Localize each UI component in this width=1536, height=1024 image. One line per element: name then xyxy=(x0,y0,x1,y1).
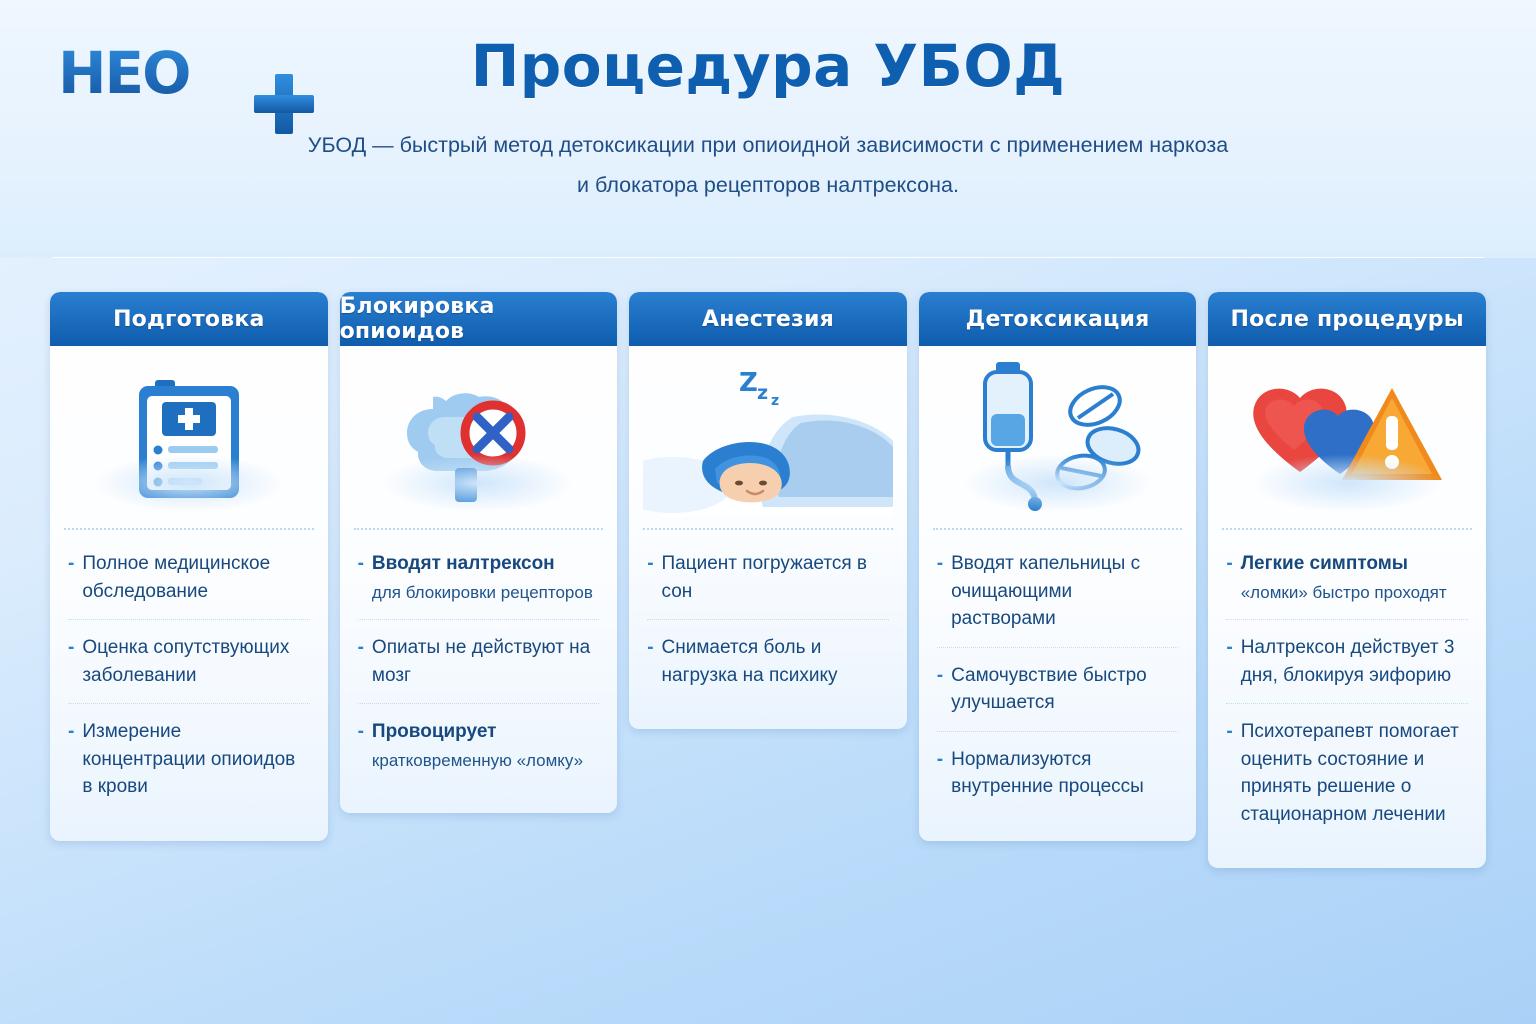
step-title: Анестезия xyxy=(701,306,834,332)
dash-bullet-icon: - xyxy=(68,637,75,659)
bullet-text xyxy=(372,718,599,773)
step-card-opioid-blocking[interactable] xyxy=(340,292,618,813)
list-item xyxy=(68,550,310,619)
dash-bullet-icon: - xyxy=(68,721,75,743)
subtitle-line-1: УБОД — быстрый метод детоксикации при опиоидной зависимости с применением наркоза xyxy=(307,133,1229,157)
step-bullets xyxy=(50,530,328,841)
step-card-header xyxy=(629,292,907,346)
sleeping-patient-icon xyxy=(629,346,907,528)
step-card-header xyxy=(1208,292,1486,346)
bullet-text: Полное медицинское обследование xyxy=(82,553,271,602)
list-item xyxy=(68,619,310,703)
svg-text:z: z xyxy=(770,393,780,409)
bullet-text: Опиаты не действуют на мозг xyxy=(371,637,591,686)
step-card-header xyxy=(50,292,328,346)
dash-bullet-icon: - xyxy=(1226,721,1233,743)
sleeping-patient-glyph xyxy=(643,357,893,517)
logo-wordmark: HEO xyxy=(58,39,190,107)
bullet-text: Пациент погружается в сон xyxy=(661,553,867,602)
logo[interactable] xyxy=(58,38,298,108)
header-divider xyxy=(52,257,1484,258)
icon-shadow xyxy=(94,454,284,512)
dash-bullet-icon: - xyxy=(357,553,364,574)
bullet-text: Снимается боль и нагрузка на психику xyxy=(661,637,838,686)
step-card-after-procedure[interactable] xyxy=(1208,292,1486,868)
step-bullets xyxy=(919,530,1197,841)
steps-row xyxy=(50,292,1486,868)
step-bullets xyxy=(1208,530,1486,868)
icon-shadow xyxy=(1252,454,1442,512)
page-title: Процедура УБОД xyxy=(470,32,1066,100)
dash-bullet-icon: - xyxy=(357,637,364,659)
list-item xyxy=(937,731,1179,815)
dash-bullet-icon: - xyxy=(1226,553,1233,574)
brain-blocked-icon xyxy=(340,346,618,528)
bullet-subtext: кратковременную «ломку» xyxy=(371,750,584,770)
step-card-anesthesia[interactable] xyxy=(629,292,907,729)
step-bullets xyxy=(629,530,907,729)
bullet-text-strong: Вводят налтрексон xyxy=(371,553,555,574)
bullet-text-strong: Легкие симптомы xyxy=(1240,553,1409,574)
list-item xyxy=(358,703,600,787)
heart-warning-icon xyxy=(1208,346,1486,528)
bullet-text xyxy=(1241,550,1468,605)
bullet-subtext: «ломки» быстро проходят xyxy=(1240,582,1447,602)
step-bullets xyxy=(340,530,618,813)
step-card-preparation[interactable] xyxy=(50,292,328,841)
list-item xyxy=(647,619,889,703)
bullet-text: Оценка сопутствующих заболевании xyxy=(82,637,290,686)
dash-bullet-icon: - xyxy=(936,553,944,574)
step-title: Блокировка опиоидов xyxy=(339,294,495,344)
clipboard-medical-icon xyxy=(50,346,328,528)
list-item xyxy=(1226,550,1468,619)
list-item xyxy=(937,647,1179,731)
bullet-text: Измерение концентрации опиоидов в крови xyxy=(82,721,296,798)
list-item xyxy=(647,550,889,619)
subtitle-line-2: и блокатора рецепторов налтрексона. xyxy=(577,172,959,197)
bullet-text: Вводят капельницы с очищающими растворами xyxy=(951,553,1141,630)
list-item xyxy=(1226,619,1468,703)
list-item xyxy=(937,550,1179,647)
step-card-detoxification[interactable] xyxy=(919,292,1197,841)
dash-bullet-icon: - xyxy=(936,748,944,770)
bullet-text xyxy=(372,550,599,605)
dash-bullet-icon: - xyxy=(936,664,944,686)
plus-icon xyxy=(254,74,314,134)
step-title: После процедуры xyxy=(1230,306,1464,332)
list-item xyxy=(358,619,600,703)
bullet-subtext: для блокировки рецепторов xyxy=(371,582,593,602)
dash-bullet-icon: - xyxy=(68,553,75,574)
icon-shadow xyxy=(963,454,1153,512)
bullet-text: Налтрексон действует 3 дня, блокируя эифорию xyxy=(1240,637,1455,686)
dash-bullet-icon: - xyxy=(1226,637,1233,659)
dash-bullet-icon: - xyxy=(647,637,654,659)
list-item xyxy=(68,703,310,815)
step-title: Детоксикация xyxy=(965,306,1150,332)
step-card-header xyxy=(919,292,1197,346)
svg-text:Z: Z xyxy=(738,368,758,398)
list-item xyxy=(358,550,600,619)
list-item xyxy=(1226,703,1468,842)
dash-bullet-icon: - xyxy=(647,553,654,574)
step-title: Подготовка xyxy=(113,306,265,332)
page-subtitle xyxy=(0,126,1536,206)
icon-shadow xyxy=(383,454,573,512)
bullet-text: Психотерапевт помогает оценить состояние и принять решение о стационарном лечении xyxy=(1240,721,1459,825)
iv-drip-pills-icon xyxy=(919,346,1197,528)
step-card-header xyxy=(340,292,618,346)
bullet-text-strong: Провоцирует xyxy=(371,721,497,743)
bullet-text: Нормализуются внутренние процессы xyxy=(951,748,1144,798)
svg-text:z: z xyxy=(756,382,769,404)
bullet-text: Самочувствие быстро улучшается xyxy=(951,664,1147,714)
dash-bullet-icon: - xyxy=(357,721,364,743)
header xyxy=(0,0,1536,258)
